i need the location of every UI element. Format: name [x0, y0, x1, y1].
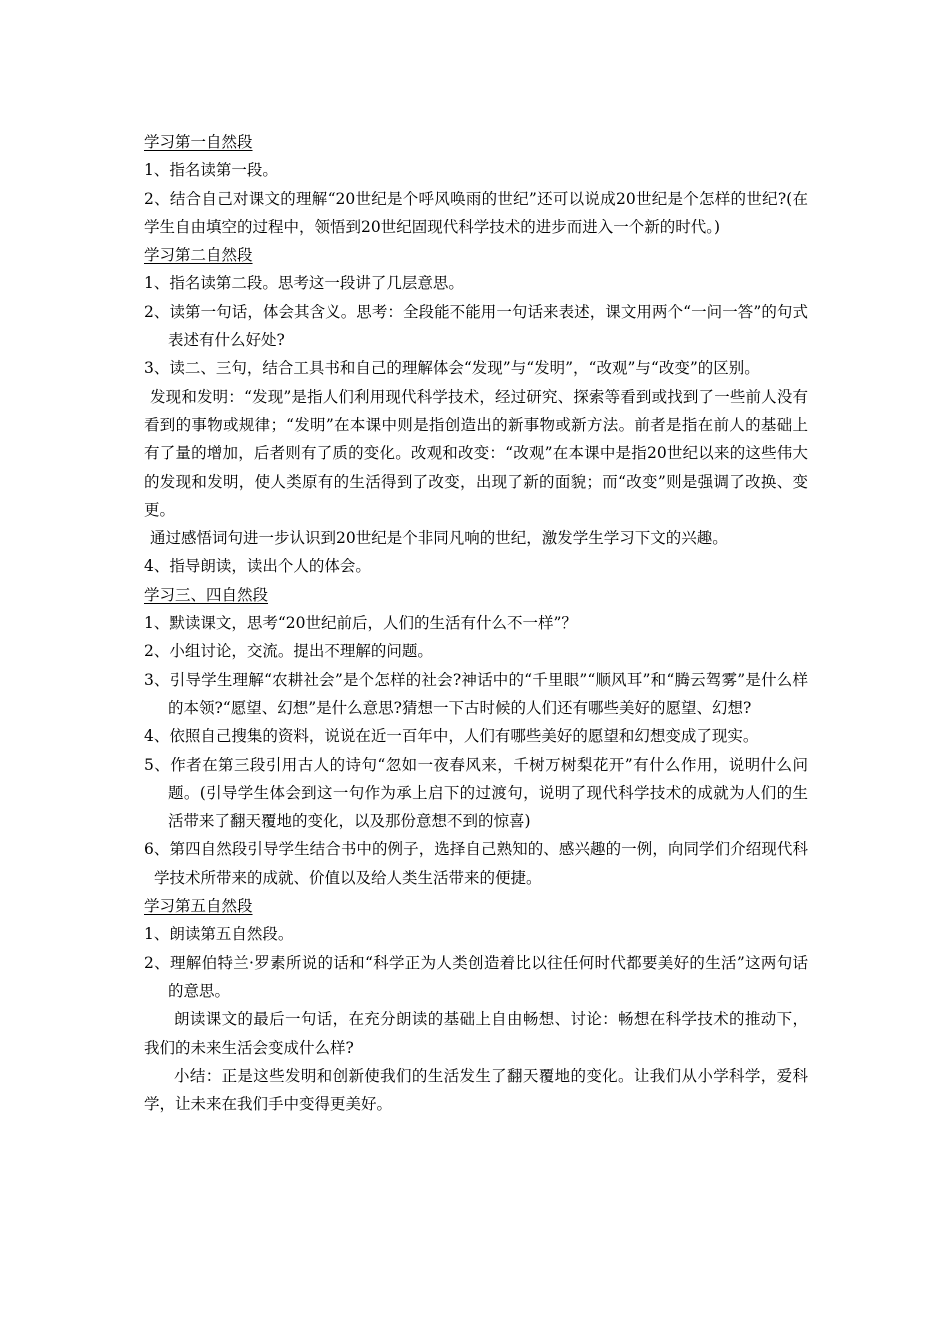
list-item: 1、指名读第二段。思考这一段讲了几层意思。 — [144, 274, 464, 293]
paragraph: 小结：正是这些发明和创新使我们的生活发生了翻天覆地的变化。让我们从小学科学，爱科学，让未来在我们手中变得更美好。 — [144, 1066, 808, 1114]
list-item: 1、默读课文，思考“20世纪前后，人们的生活有什么不一样”？ — [144, 614, 577, 633]
list-item: 4、指导朗读，读出个人的体会。 — [144, 557, 371, 576]
section-heading: 学习第五自然段 — [144, 897, 253, 916]
list-item: 2、小组讨论，交流。提出不理解的问题。 — [144, 642, 433, 661]
list-item: 6、第四自然段引导学生结合书中的例子，选择自己熟知的、感兴趣的一例，向同学们介绍现代科学技术所带来的成就、价值以及给人类生活带来的便捷。 — [144, 840, 808, 887]
document-body — [144, 128, 808, 1118]
paragraph: 发现和发明：“发现”是指人们利用现代科学技术，经过研究、探索等看到或找到了一些前人没有看到的事物或规律；“发明”在本课中则是指创造出的新事物或新方法。前者是指在前人的基础上有了量的增加，后者则有了质的变化。改观和改变：“改观”在本课中是指20世纪以来的这些伟大的发现和发明，使人类原有的生活得到了改变，出现了新的面貌；而“改变”则是强调了改换、变更。 — [144, 387, 808, 519]
section-heading: 学习三、四自然段 — [144, 585, 269, 604]
list-item: 5、作者在第三段引用古人的诗句“忽如一夜春风来，千树万树梨花开”有什么作用，说明什么问题。(引导学生体会到这一句作为承上启下的过渡句，说明了现代科学技术的成就为人们的生活带来了翻天覆地的变化，以及那份意想不到的惊喜) — [144, 755, 808, 831]
list-item: 2、理解伯特兰·罗素所说的话和“科学正为人类创造着比以往任何时代都要美好的生活”这两句话的意思。 — [144, 953, 808, 1000]
section-heading: 学习第一自然段 — [144, 133, 253, 151]
list-item: 3、引导学生理解“农耕社会”是个怎样的社会?神话中的“千里眼”“顺风耳”和“腾云驾雾”是什么样的本领?“愿望、幻想”是什么意思?猜想一下古时候的人们还有哪些美好的愿望、幻想? — [144, 670, 808, 717]
list-item: 1、指名读第一段。 — [144, 161, 278, 180]
list-item: 1、朗读第五自然段。 — [144, 925, 294, 944]
list-item: 3、读二、三句，结合工具书和自己的理解体会“发现”与“发明”，“改观”与“改变”的区别。 — [144, 359, 760, 378]
list-item: 4、依照自己搜集的资料，说说在近一百年中，人们有哪些美好的愿望和幻想变成了现实。 — [144, 727, 759, 746]
list-item: 2、读第一句话，体会其含义。思考：全段能不能用一句话来表述，课文用两个“一问一答”的句式表述有什么好处? — [144, 302, 808, 350]
paragraph: 通过感悟词句进一步认识到20世纪是个非同凡响的世纪，激发学生学习下文的兴趣。 — [150, 529, 728, 548]
section-heading: 学习第二自然段 — [144, 246, 253, 265]
paragraph: 朗读课文的最后一句话，在充分朗读的基础上自由畅想、讨论：畅想在科学技术的推动下，我们的未来生活会变成什么样? — [144, 1010, 808, 1057]
list-item: 2、结合自己对课文的理解“20世纪是个呼风唤雨的世纪”还可以说成20世纪是个怎样的世纪?(在学生自由填空的过程中，领悟到20世纪固现代科学技术的进步而进入一个新的时代。) — [144, 189, 808, 236]
